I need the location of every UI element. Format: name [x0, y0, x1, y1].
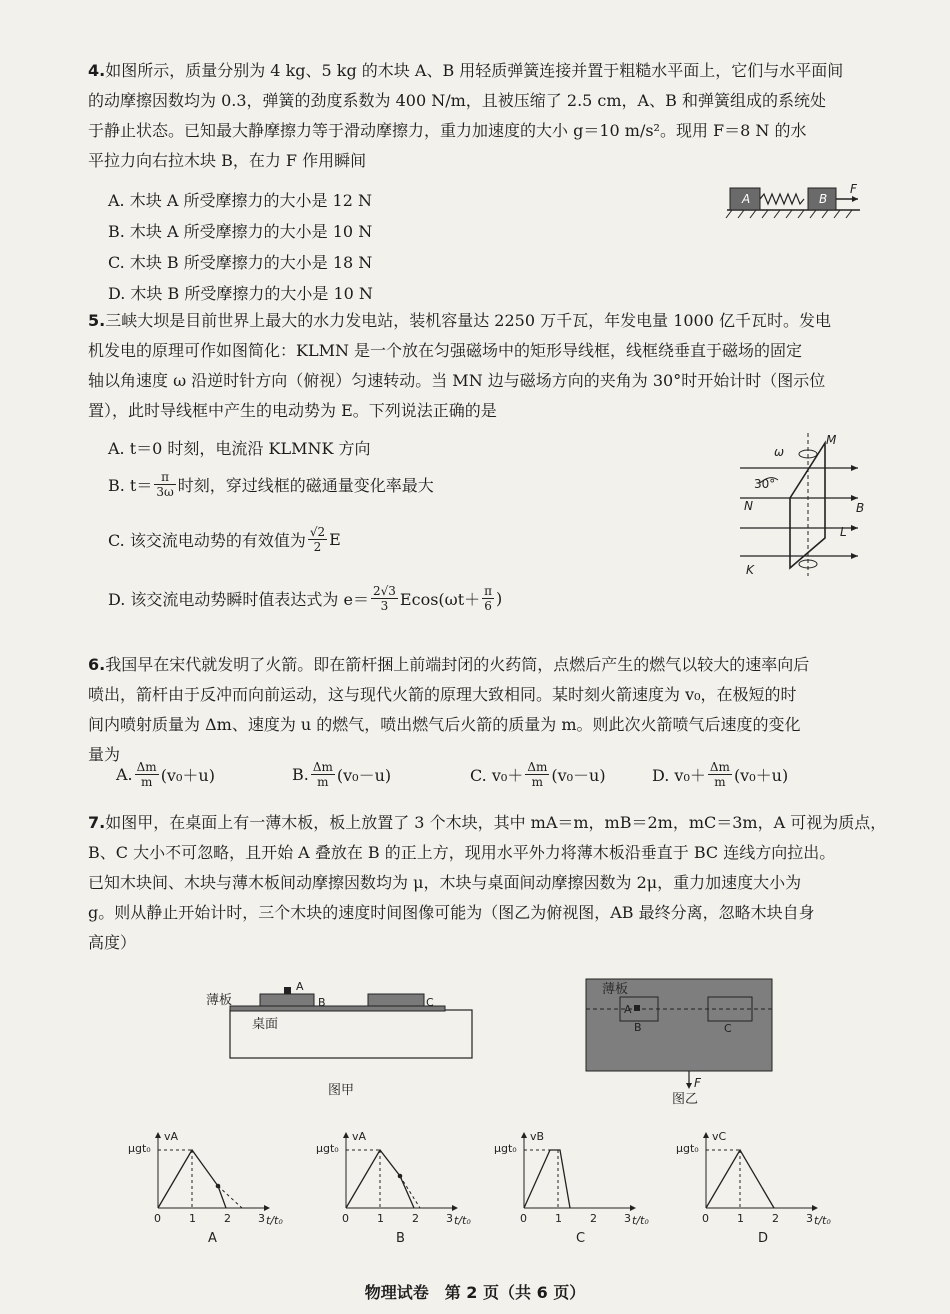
block-a-side	[284, 987, 291, 994]
q4-line-3: 于静止状态。已知最大静摩擦力等于滑动摩擦力，重力加速度的大小 g＝10 m/s²。现用 F＝8 N 的水	[88, 121, 807, 140]
svg-text:0: 0	[342, 1212, 349, 1225]
q4-spring-figure	[722, 176, 867, 221]
plank-label: 薄板	[206, 993, 233, 1008]
q5-option-b: B. t＝ $\frac{\pi}{3\omega}$ 时刻，穿过线框的磁通量变化率最大	[108, 470, 434, 499]
block-b-side	[260, 994, 314, 1006]
graph-c-label: C	[576, 1231, 586, 1246]
svg-text:1: 1	[737, 1212, 744, 1225]
corner-n: N	[744, 499, 753, 513]
angle-label: 30°	[754, 477, 776, 491]
question-7	[88, 808, 887, 958]
svg-text:0: 0	[520, 1212, 527, 1225]
q6-option-b: B. $\frac{\Delta m}{m}$ (v₀－u)	[292, 760, 392, 789]
svg-text:t/t₀: t/t₀	[266, 1214, 283, 1227]
graph-c-curve	[524, 1150, 570, 1208]
svg-text:t/t₀: t/t₀	[632, 1214, 649, 1227]
q5-line-2: 机发电的原理可作如图简化：KLMN 是一个放在匀强磁场中的矩形导线框，线框绕垂直于磁场的固定	[88, 341, 803, 360]
svg-text:μgt₀: μgt₀	[676, 1142, 699, 1155]
svg-text:t/t₀: t/t₀	[814, 1214, 831, 1227]
q6-option-d: D. v₀＋ $\frac{\Delta m}{m}$ (v₀＋u)	[652, 760, 789, 789]
graph-b-label: B	[396, 1231, 405, 1246]
q5-option-d: D. 该交流电动势瞬时值表达式为 e＝ $\frac{2√3}{3}$ Ecos(ωt＋ $\frac{\pi}{6}$ )	[108, 584, 503, 613]
q5-line-1: 5.三峡大坝是目前世界上最大的水力发电站，装机容量达 2250 万千瓦，年发电量 1000 亿千瓦时。发电	[88, 311, 832, 330]
q5-option-c: C. 该交流电动势的有效值为 $\frac{√2}{2}$ E	[108, 525, 341, 554]
q6-option-a: A. $\frac{\Delta m}{m}$ (v₀＋u)	[116, 760, 215, 789]
svg-text:2: 2	[590, 1212, 597, 1225]
svg-text:μgt₀: μgt₀	[316, 1142, 339, 1155]
corner-l: L	[840, 525, 847, 539]
jia-c-label: C	[426, 996, 434, 1009]
field-b-label: B	[856, 501, 865, 515]
graph-b	[316, 1128, 471, 1246]
fig-yi	[582, 975, 782, 1105]
svg-text:μgt₀: μgt₀	[128, 1142, 151, 1155]
svg-text:2: 2	[772, 1212, 779, 1225]
svg-text:0: 0	[702, 1212, 709, 1225]
graph-a	[128, 1128, 283, 1246]
yi-b-label: B	[634, 1021, 642, 1034]
corner-k: K	[746, 563, 754, 577]
svg-text:3: 3	[258, 1212, 265, 1225]
jia-b-label: B	[318, 996, 326, 1009]
page-footer: 物理试卷 第 2 页（共 6 页）	[364, 1283, 586, 1302]
force-label: F	[850, 182, 857, 196]
q4-line-4: 平拉力向右拉木块 B，在力 F 作用瞬间	[88, 151, 367, 170]
q4-number: 4.	[88, 61, 106, 80]
corner-m: M	[826, 433, 837, 447]
graph-d	[676, 1128, 831, 1246]
q5-option-a: A. t＝0 时刻，电流沿 KLMNK 方向	[108, 439, 371, 458]
q4-option-a: A. 木块 A 所受摩擦力的大小是 12 N	[108, 191, 372, 210]
graph-c	[494, 1128, 649, 1246]
table-label: 桌面	[252, 1017, 279, 1032]
yi-force-label: F	[694, 1076, 701, 1090]
fig-yi-caption: 图乙	[672, 1092, 699, 1107]
yi-c-label: C	[724, 1022, 732, 1035]
fig-jia	[200, 978, 485, 1098]
spring	[760, 194, 804, 204]
q5-line-3: 轴以角速度 ω 沿逆时针方向（俯视）匀速转动。当 MN 边与磁场方向的夹角为 30°时开始计时（图示位	[88, 371, 826, 390]
svg-text:3: 3	[624, 1212, 631, 1225]
graph-a-label: A	[208, 1231, 217, 1246]
svg-text:2: 2	[412, 1212, 419, 1225]
svg-text:1: 1	[189, 1212, 196, 1225]
q4-option-c: C. 木块 B 所受摩擦力的大小是 18 N	[108, 253, 373, 272]
q6-line-1: 6.我国早在宋代就发明了火箭。即在箭杆捆上前端封闭的火药筒，点燃后产生的燃气以较大的速率向后	[88, 655, 810, 674]
q4-line-1: 4.如图所示，质量分别为 4 kg、5 kg 的木块 A、B 用轻质弹簧连接并置于粗糙水平面上，它们与水平面间	[88, 61, 844, 80]
q6-line-2: 喷出，箭杆由于反冲而向前运动，这与现代火箭的原理大致相同。某时刻火箭速度为 v₀，在极短的时	[88, 685, 797, 704]
block-a-top	[634, 1005, 640, 1011]
question-5	[88, 306, 868, 426]
question-4	[88, 56, 868, 176]
svg-text:vC: vC	[712, 1130, 727, 1143]
fig-jia-caption: 图甲	[328, 1083, 355, 1098]
q4-option-b: B. 木块 A 所受摩擦力的大小是 10 N	[108, 222, 373, 241]
plank-side	[230, 1006, 445, 1011]
svg-text:3: 3	[806, 1212, 813, 1225]
svg-text:1: 1	[377, 1212, 384, 1225]
q7-line-2: B、C 大小不可忽略，且开始 A 叠放在 B 的正上方，现用水平外力将薄木板沿垂直于 BC 连线方向拉出。	[88, 843, 836, 862]
q6-option-c: C. v₀＋ $\frac{\Delta m}{m}$ (v₀－u)	[470, 760, 606, 789]
q6-line-4: 量为	[88, 745, 121, 764]
svg-text:vA: vA	[164, 1130, 179, 1143]
q5-coil-figure	[730, 428, 870, 580]
svg-text:t/t₀: t/t₀	[454, 1214, 471, 1227]
block-c-side	[368, 994, 424, 1006]
block-a-label: A	[742, 192, 751, 206]
q6-line-3: 间内喷射质量为 Δm、速度为 u 的燃气，喷出燃气后火箭的质量为 m。则此次火箭喷气后速度的变化	[88, 715, 801, 734]
q7-line-1: 7.如图甲，在桌面上有一薄木板，板上放置了 3 个木块，其中 mA＝m，mB＝2m，mC＝3m，A 可视为质点，	[88, 813, 887, 832]
q7-line-4: g。则从静止开始计时，三个木块的速度时间图像可能为（图乙为俯视图，AB 最终分离，忽略木块自身	[88, 903, 815, 922]
svg-text:vB: vB	[530, 1130, 545, 1143]
q6-number: 6.	[88, 655, 106, 674]
block-b-label: B	[819, 192, 828, 206]
svg-text:0: 0	[154, 1212, 161, 1225]
q7-line-3: 已知木块间、木块与薄木板间动摩擦因数均为 μ，木块与桌面间动摩擦因数为 2μ，重力加速度大小为	[88, 873, 802, 892]
q5-number: 5.	[88, 311, 106, 330]
omega-label: ω	[774, 445, 785, 459]
yi-a-label: A	[624, 1003, 632, 1016]
q4-option-d: D. 木块 B 所受摩擦力的大小是 10 N	[108, 284, 373, 303]
jia-a-label: A	[296, 980, 304, 993]
q4-line-2: 的动摩擦因数均为 0.3，弹簧的劲度系数为 400 N/m，且被压缩了 2.5 cm，A、B 和弹簧组成的系统处	[88, 91, 826, 110]
svg-text:3: 3	[446, 1212, 453, 1225]
yi-plank-label: 薄板	[602, 982, 629, 997]
svg-text:μgt₀: μgt₀	[494, 1142, 517, 1155]
q7-line-5: 高度）	[88, 933, 137, 952]
svg-text:1: 1	[555, 1212, 562, 1225]
question-6	[88, 650, 868, 770]
q5-line-4: 置），此时导线框中产生的电动势为 E。下列说法正确的是	[88, 401, 497, 420]
graph-d-label: D	[758, 1231, 769, 1246]
svg-text:vA: vA	[352, 1130, 367, 1143]
q7-number: 7.	[88, 813, 106, 832]
svg-text:2: 2	[224, 1212, 231, 1225]
